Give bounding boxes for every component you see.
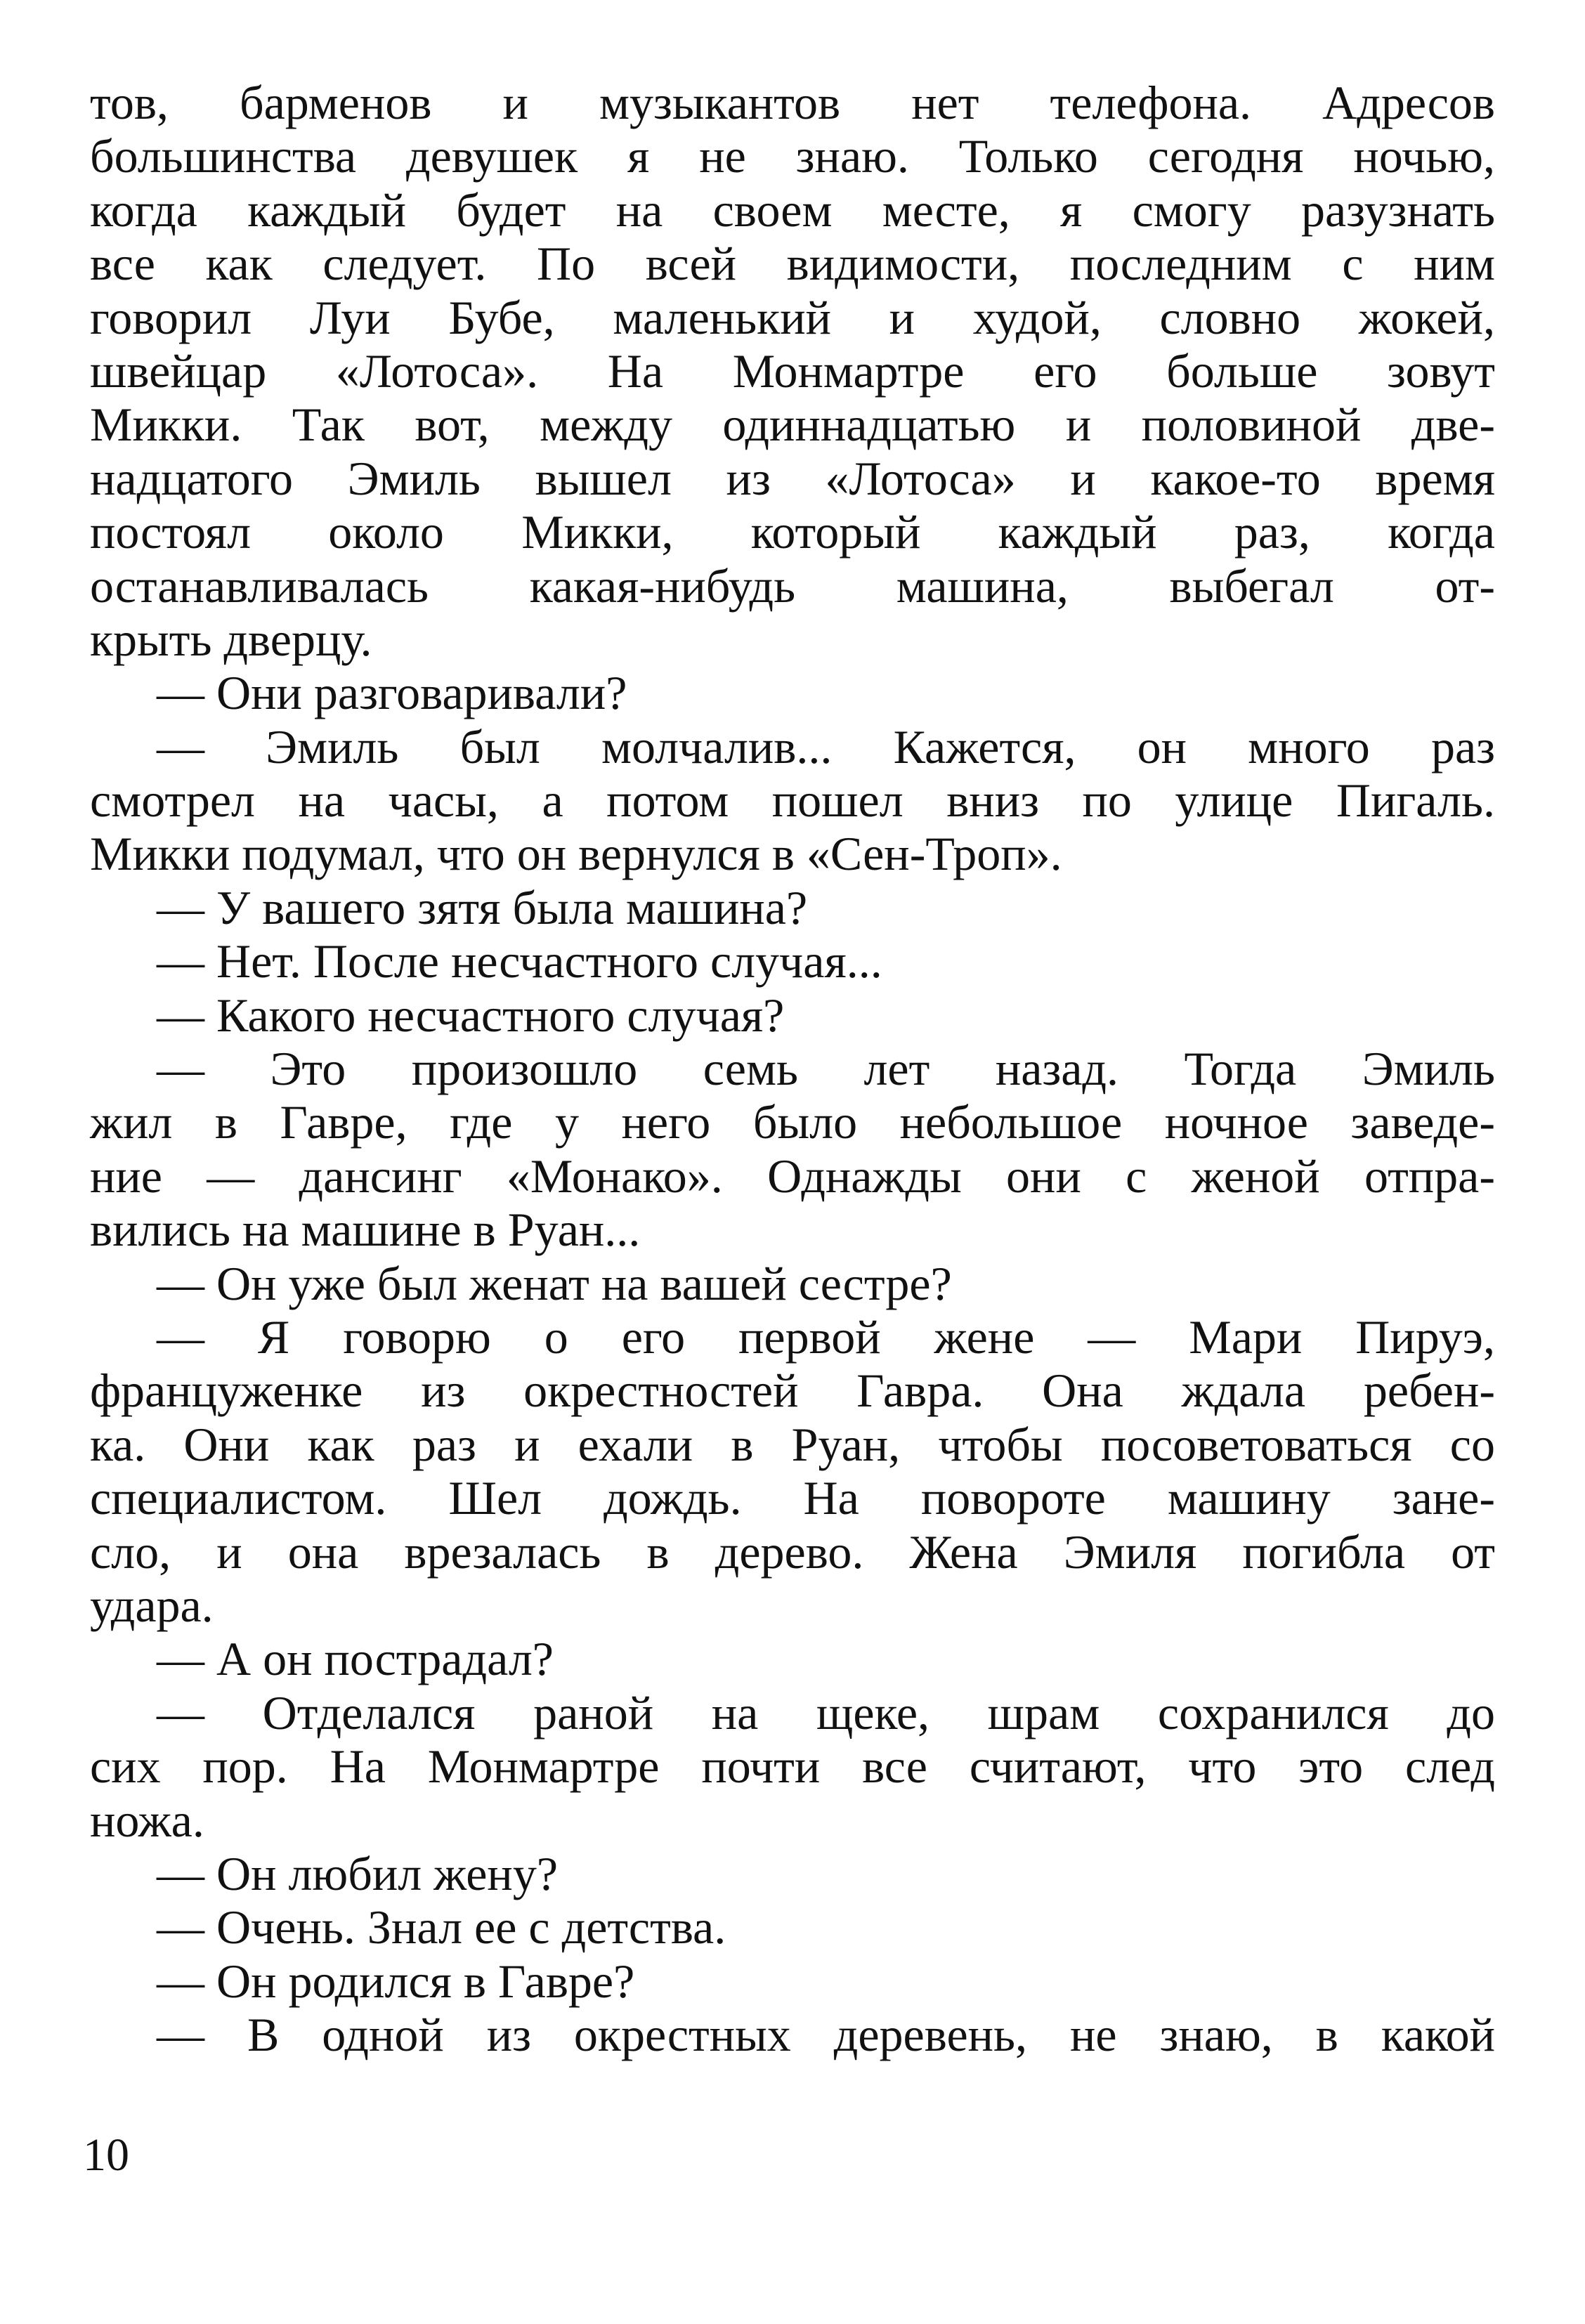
text-line: останавливалась какая-нибудь машина, выбегал от- bbox=[90, 559, 1495, 613]
text-line: вились на машине в Руан... bbox=[90, 1203, 641, 1257]
text-line: сих пор. На Монмартре почти все считают, что это след bbox=[90, 1739, 1495, 1794]
body-text bbox=[90, 76, 1495, 2061]
text-line: сло, и она врезалась в дерево. Жена Эмиля погибла от bbox=[90, 1525, 1495, 1579]
text-line: удара. bbox=[90, 1578, 214, 1632]
dialogue-line: — А он пострадал? bbox=[157, 1632, 554, 1686]
text-line: надцатого Эмиль вышел из «Лотоса» и какое-то время bbox=[90, 451, 1495, 505]
text-line: жил в Гавре, где у него было небольшое ночное заведе- bbox=[90, 1095, 1495, 1149]
text-line: постоял около Микки, который каждый раз, когда bbox=[90, 505, 1495, 559]
text-line: ка. Они как раз и ехали в Руан, чтобы посоветоваться со bbox=[90, 1417, 1495, 1471]
text-line: смотрел на часы, а потом пошел вниз по улице Пигаль. bbox=[90, 773, 1495, 828]
text-line: Микки. Так вот, между одиннадцатью и половиной две- bbox=[90, 398, 1495, 452]
text-line: Микки подумал, что он вернулся в «Сен-Троп». bbox=[90, 827, 1062, 881]
text-line: говорил Луи Бубе, маленький и худой, словно жокей, bbox=[90, 290, 1495, 344]
text-line: большинства девушек я не знаю. Только сегодня ночью, bbox=[90, 129, 1495, 183]
dialogue-line: — Он любил жену? bbox=[157, 1846, 558, 1900]
dialogue-line: — Они разговаривали? bbox=[157, 666, 627, 720]
text-line: когда каждый будет на своем месте, я смогу разузнать bbox=[90, 183, 1495, 237]
dialogue-line: — Какого несчастного случая? bbox=[157, 988, 785, 1042]
text-line: швейцар «Лотоса». На Монмартре его больше зовут bbox=[90, 344, 1495, 398]
page-number: 10 bbox=[83, 2129, 129, 2181]
dialogue-line: — Это произошло семь лет назад. Тогда Эмиль bbox=[157, 1042, 1495, 1096]
text-line: ножа. bbox=[90, 1793, 204, 1847]
text-line: крыть дверцу. bbox=[90, 612, 372, 666]
dialogue-line: — Отделался раной на щеке, шрам сохранился до bbox=[157, 1685, 1495, 1739]
text-line: все как следует. По всей видимости, последним с ним bbox=[90, 237, 1495, 291]
text-line: француженке из окрестностей Гавра. Она ждала ребен- bbox=[90, 1364, 1495, 1418]
dialogue-line: — Он уже был женат на вашей сестре? bbox=[157, 1256, 952, 1310]
dialogue-line: — В одной из окрестных деревень, не знаю, в какой bbox=[157, 2008, 1495, 2062]
dialogue-line: — Я говорю о его первой жене — Мари Пируэ, bbox=[157, 1310, 1495, 1364]
text-line: ние — дансинг «Монако». Однажды они с женой отпра- bbox=[90, 1149, 1495, 1203]
dialogue-line: — Эмиль был молчалив... Кажется, он много раз bbox=[157, 719, 1495, 773]
text-line: специалистом. Шел дождь. На повороте машину зане- bbox=[90, 1471, 1495, 1525]
dialogue-line: — Очень. Знал ее с детства. bbox=[157, 1900, 726, 1954]
dialogue-line: — Он родился в Гавре? bbox=[157, 1954, 635, 2008]
dialogue-line: — У вашего зятя была машина? bbox=[157, 880, 808, 934]
text-line: тов, барменов и музыкантов нет телефона. Адресов bbox=[90, 76, 1495, 129]
dialogue-line: — Нет. После несчастного случая... bbox=[157, 934, 882, 988]
